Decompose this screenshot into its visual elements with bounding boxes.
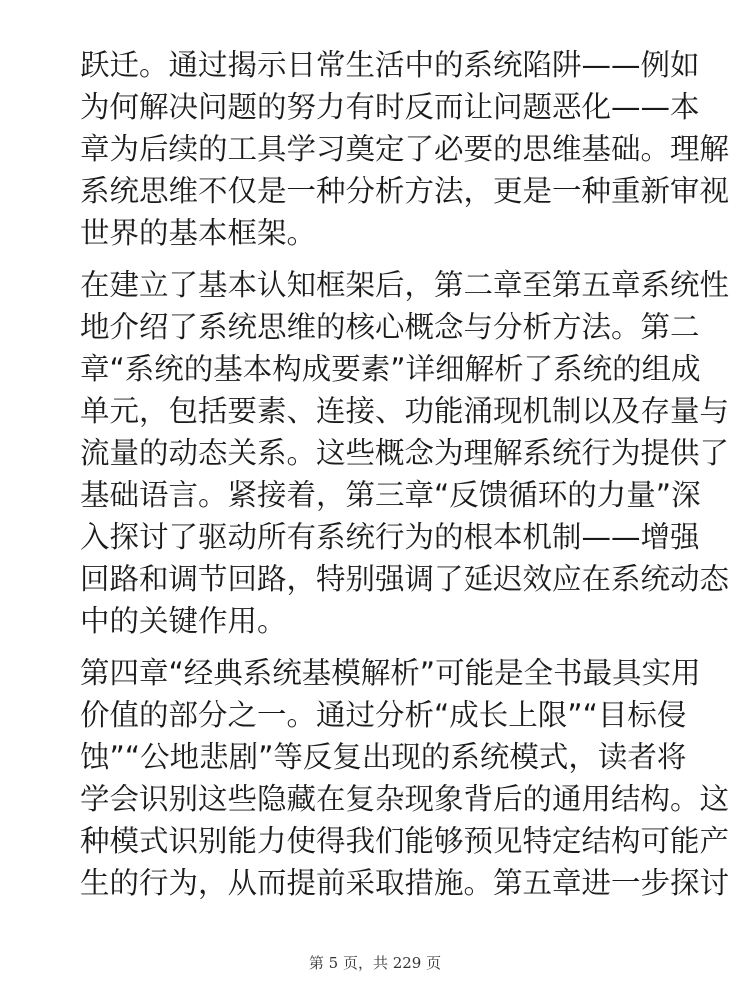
text-line: 种模式识别能力使得我们能够预见特定结构可能产	[80, 824, 730, 858]
paragraph-3	[80, 652, 730, 904]
text-line: 流量的动态关系。这些概念为理解系统行为提供了	[80, 436, 730, 470]
text-line: 生的行为，从而提前采取措施。第五章进一步探讨	[80, 866, 730, 900]
text-line: 跃迁。通过揭示日常生活中的系统陷阱——例如	[80, 48, 700, 82]
text-line: 学会识别这些隐藏在复杂现象背后的通用结构。这	[80, 782, 730, 816]
text-line: 在建立了基本认知框架后，第二章至第五章系统性	[80, 268, 730, 302]
text-line: 系统思维不仅是一种分析方法，更是一种重新审视	[80, 174, 730, 208]
page-number-footer: 第 5 页，共 229 页	[308, 954, 442, 972]
text-line: 第四章“经典系统基模解析”可能是全书最具实用	[80, 656, 701, 690]
body-text	[80, 44, 730, 914]
paragraph-2	[80, 264, 730, 642]
text-line: 章为后续的工具学习奠定了必要的思维基础。理解	[80, 132, 730, 166]
text-line: 蚀”“公地悲剧”等反复出现的系统模式，读者将	[80, 740, 687, 774]
paragraph-1	[80, 44, 730, 254]
text-line: 入探讨了驱动所有系统行为的根本机制——增强	[80, 520, 700, 554]
text-line: 世界的基本框架。	[80, 216, 317, 250]
text-line: 为何解决问题的努力有时反而让问题恶化——本	[80, 90, 700, 124]
text-line: 中的关键作用。	[80, 604, 287, 638]
text-line: 回路和调节回路，特别强调了延迟效应在系统动态	[80, 562, 730, 596]
text-line: 价值的部分之一。通过分析“成长上限”“目标侵	[80, 698, 687, 732]
text-line: 单元，包括要素、连接、功能涌现机制以及存量与	[80, 394, 730, 428]
text-line: 基础语言。紧接着，第三章“反馈循环的力量”深	[80, 478, 701, 512]
text-line: 地介绍了系统思维的核心概念与分析方法。第二	[80, 310, 700, 344]
text-line: 章“系统的基本构成要素”详细解析了系统的组成	[80, 352, 701, 386]
